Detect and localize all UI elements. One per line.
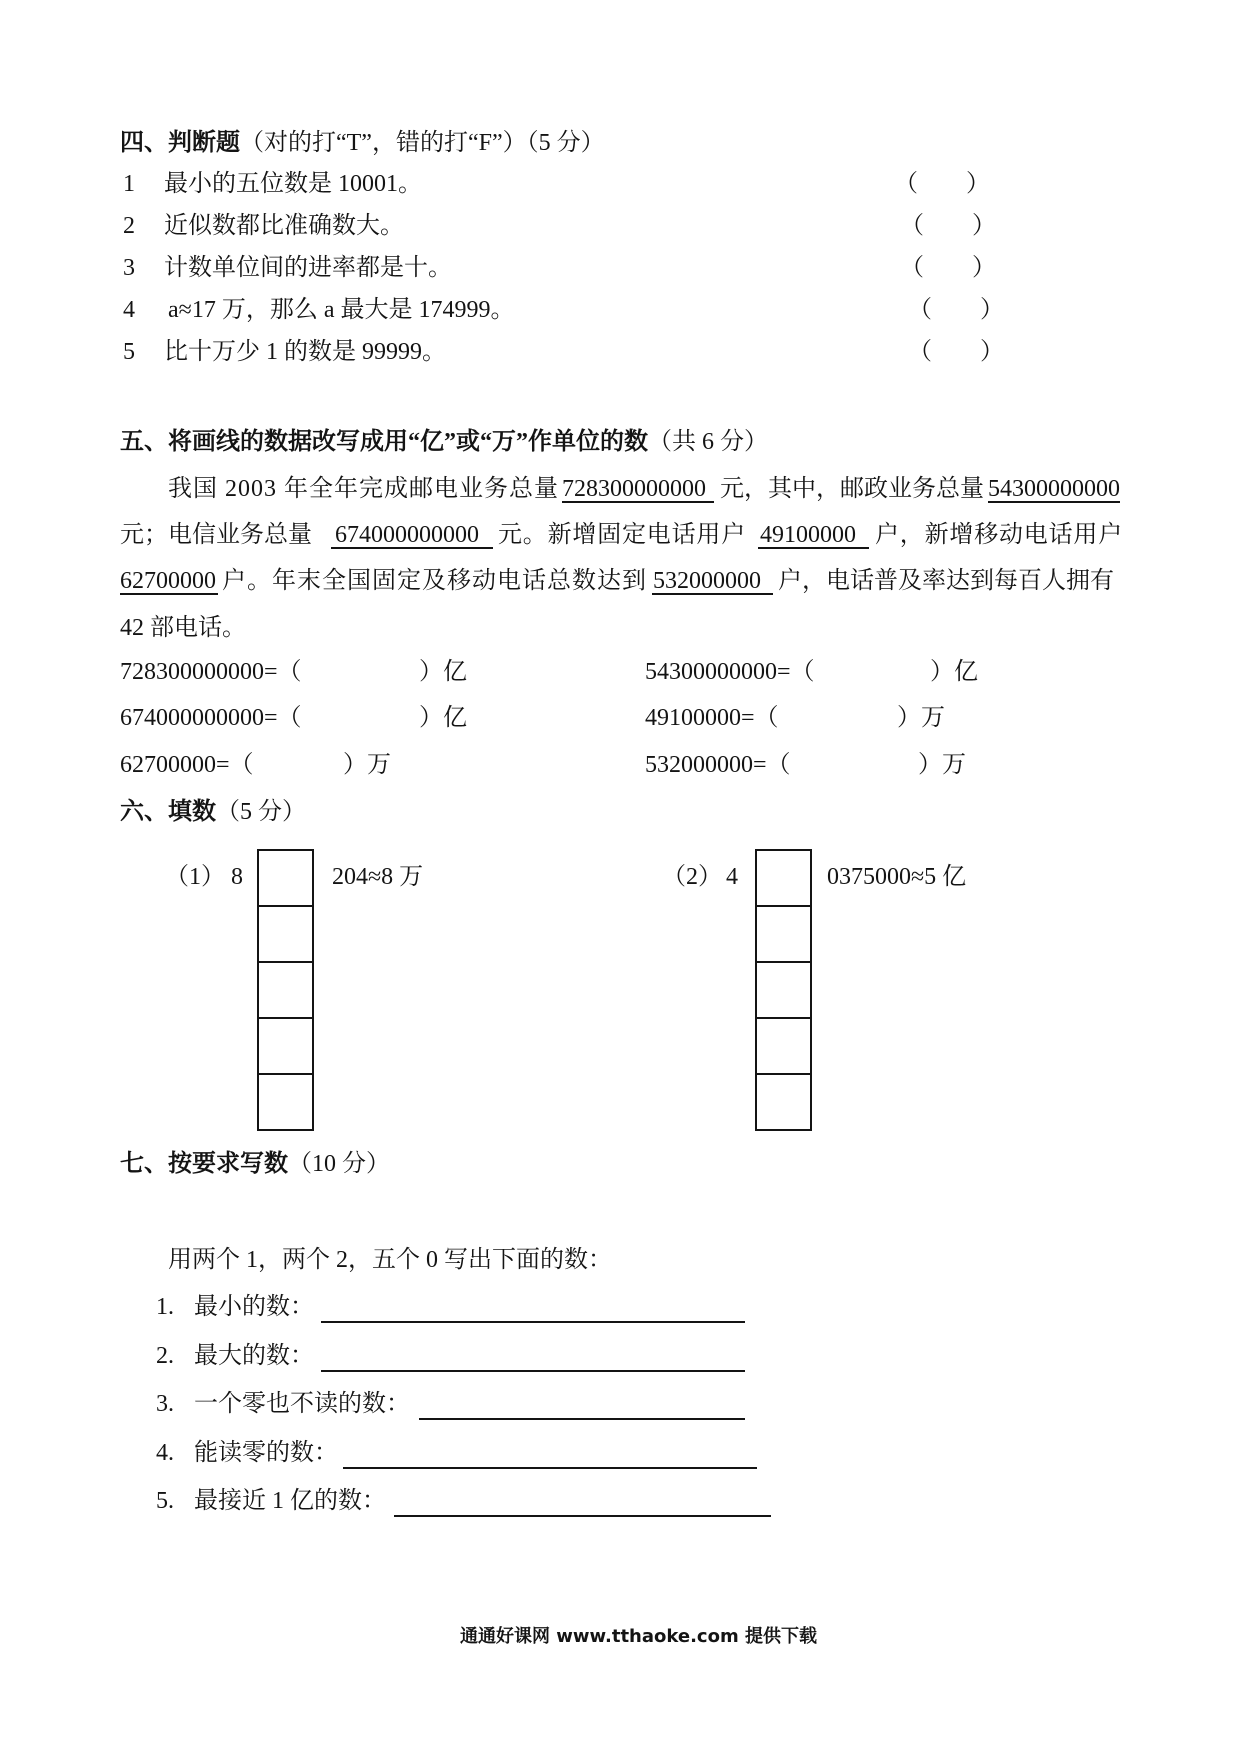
section-score-note: （5 分） bbox=[216, 799, 306, 825]
equation-row bbox=[0, 753, 1240, 777]
judgement-item bbox=[0, 172, 1240, 196]
judgement-item bbox=[0, 298, 1240, 322]
underlined-number: 54300000000 bbox=[988, 476, 1120, 502]
item-number: 5 bbox=[123, 339, 135, 365]
passage-text: 户，电话普及率达到每百人拥有 bbox=[778, 568, 1114, 594]
section-title: 七、按要求写数 bbox=[120, 1151, 288, 1177]
item-statement: 近似数都比准确数大。 bbox=[164, 213, 404, 239]
digits-after-box: 0375000≈5 亿 bbox=[827, 864, 967, 890]
digit-before-box: 8 bbox=[231, 864, 243, 890]
answer-parentheses: （ ） bbox=[908, 339, 1004, 365]
item-label: 最小的数： bbox=[194, 1294, 314, 1320]
item-number: 4. bbox=[156, 1440, 174, 1466]
item-number: 4 bbox=[123, 297, 135, 323]
passage-text: 户。年末全国固定及移动电话总数达到 bbox=[222, 568, 647, 594]
answer-box bbox=[755, 961, 812, 1019]
underlined-number: 49100000 bbox=[758, 523, 869, 549]
item-number: 3. bbox=[156, 1391, 174, 1417]
answer-box bbox=[257, 905, 314, 963]
item-number: 1. bbox=[156, 1294, 174, 1320]
underlined-number: 728300000000 bbox=[562, 477, 714, 503]
answer-box bbox=[257, 1017, 314, 1075]
section-score-note: （10 分） bbox=[288, 1151, 390, 1177]
answer-box bbox=[257, 961, 314, 1019]
passage-text: 元，其中，邮政业务总量 bbox=[720, 476, 984, 502]
section-score-note: （共 6 分） bbox=[648, 429, 768, 455]
underlined-number: 674000000000 bbox=[331, 523, 493, 549]
underlined-number: 62700000 bbox=[120, 568, 216, 594]
answer-line bbox=[394, 1515, 771, 1517]
equation-left: 728300000000=（ bbox=[120, 659, 302, 685]
answer-box bbox=[257, 1073, 314, 1131]
section-heading bbox=[120, 800, 306, 824]
digits-after-box: 204≈8 万 bbox=[332, 864, 424, 890]
section-score-note: （对的打“T”，错的打“F”）（5 分） bbox=[240, 130, 605, 156]
digit-box-column bbox=[257, 849, 314, 1131]
equation-unit: ）万 bbox=[343, 752, 391, 778]
underlined-number: 532000000 bbox=[652, 569, 773, 595]
equation-left: 62700000=（ bbox=[120, 752, 254, 778]
answer-box bbox=[755, 905, 812, 963]
item-number: 1 bbox=[123, 171, 135, 197]
section-heading bbox=[120, 131, 605, 155]
item-label: 最大的数： bbox=[194, 1343, 314, 1369]
passage-text: 元。新增固定电话用户 bbox=[498, 522, 746, 548]
section-heading bbox=[120, 1152, 390, 1176]
item-number: 3 bbox=[123, 255, 135, 281]
digit-box-column bbox=[755, 849, 812, 1131]
item-statement: a≈17 万，那么 a 最大是 174999。 bbox=[168, 297, 515, 323]
write-item bbox=[0, 1344, 1240, 1368]
judgement-item bbox=[0, 214, 1240, 238]
answer-box bbox=[755, 849, 812, 907]
answer-parentheses: （ ） bbox=[900, 213, 996, 239]
judgement-item bbox=[0, 256, 1240, 280]
write-item bbox=[0, 1441, 1240, 1465]
answer-line bbox=[343, 1467, 757, 1469]
item-statement: 计数单位间的进率都是十。 bbox=[164, 255, 452, 281]
passage-line bbox=[0, 569, 1240, 593]
equation-unit: ）亿 bbox=[419, 659, 467, 685]
answer-box bbox=[755, 1073, 812, 1131]
passage-line bbox=[0, 477, 1240, 501]
answer-parentheses: （ ） bbox=[894, 171, 990, 197]
page-footer: 通通好课网 www.tthaoke.com 提供下载 bbox=[460, 1626, 817, 1647]
answer-parentheses: （ ） bbox=[900, 255, 996, 281]
passage-text: 元；电信业务总量 bbox=[120, 522, 312, 548]
passage-text: 42 部电话。 bbox=[120, 615, 246, 641]
equation-left: 674000000000=（ bbox=[120, 705, 302, 731]
item-label: 能读零的数： bbox=[194, 1440, 338, 1466]
passage-line bbox=[0, 523, 1240, 547]
item-number: 2. bbox=[156, 1343, 174, 1369]
passage-line bbox=[0, 616, 1240, 640]
answer-parentheses: （ ） bbox=[908, 297, 1004, 323]
write-item bbox=[0, 1392, 1240, 1416]
section-title: 四、判断题 bbox=[120, 130, 240, 156]
equation-unit: ）万 bbox=[897, 705, 945, 731]
write-item bbox=[0, 1295, 1240, 1319]
equation-left: 532000000=（ bbox=[645, 752, 791, 778]
judgement-item bbox=[0, 340, 1240, 364]
answer-line bbox=[419, 1418, 745, 1420]
section-heading bbox=[120, 430, 768, 454]
digit-before-box: 4 bbox=[726, 864, 738, 890]
item-number: 2 bbox=[123, 213, 135, 239]
passage-text: 我国 2003 年全年完成邮电业务总量 bbox=[168, 476, 559, 502]
instruction-text: 用两个 1，两个 2，五个 0 写出下面的数： bbox=[168, 1247, 612, 1273]
equation-unit: ）亿 bbox=[419, 705, 467, 731]
answer-line bbox=[321, 1370, 745, 1372]
equation-left: 54300000000=（ bbox=[645, 659, 815, 685]
section-title: 六、填数 bbox=[120, 799, 216, 825]
equation-left: 49100000=（ bbox=[645, 705, 779, 731]
passage-text: 户，新增移动电话用户 bbox=[875, 522, 1123, 548]
answer-box bbox=[257, 849, 314, 907]
item-label: 一个零也不读的数： bbox=[194, 1391, 410, 1417]
equation-row bbox=[0, 706, 1240, 730]
answer-box bbox=[755, 1017, 812, 1075]
problem-label: （2） bbox=[662, 864, 722, 890]
item-statement: 比十万少 1 的数是 99999。 bbox=[164, 339, 446, 365]
answer-line bbox=[321, 1321, 745, 1323]
item-statement: 最小的五位数是 10001。 bbox=[164, 171, 422, 197]
item-number: 5. bbox=[156, 1488, 174, 1514]
equation-unit: ）亿 bbox=[930, 659, 978, 685]
write-item bbox=[0, 1489, 1240, 1513]
equation-row bbox=[0, 660, 1240, 684]
section-title: 五、将画线的数据改写成用“亿”或“万”作单位的数 bbox=[120, 429, 648, 455]
equation-unit: ）万 bbox=[918, 752, 966, 778]
item-label: 最接近 1 亿的数： bbox=[194, 1488, 386, 1514]
problem-label: （1） bbox=[165, 864, 225, 890]
